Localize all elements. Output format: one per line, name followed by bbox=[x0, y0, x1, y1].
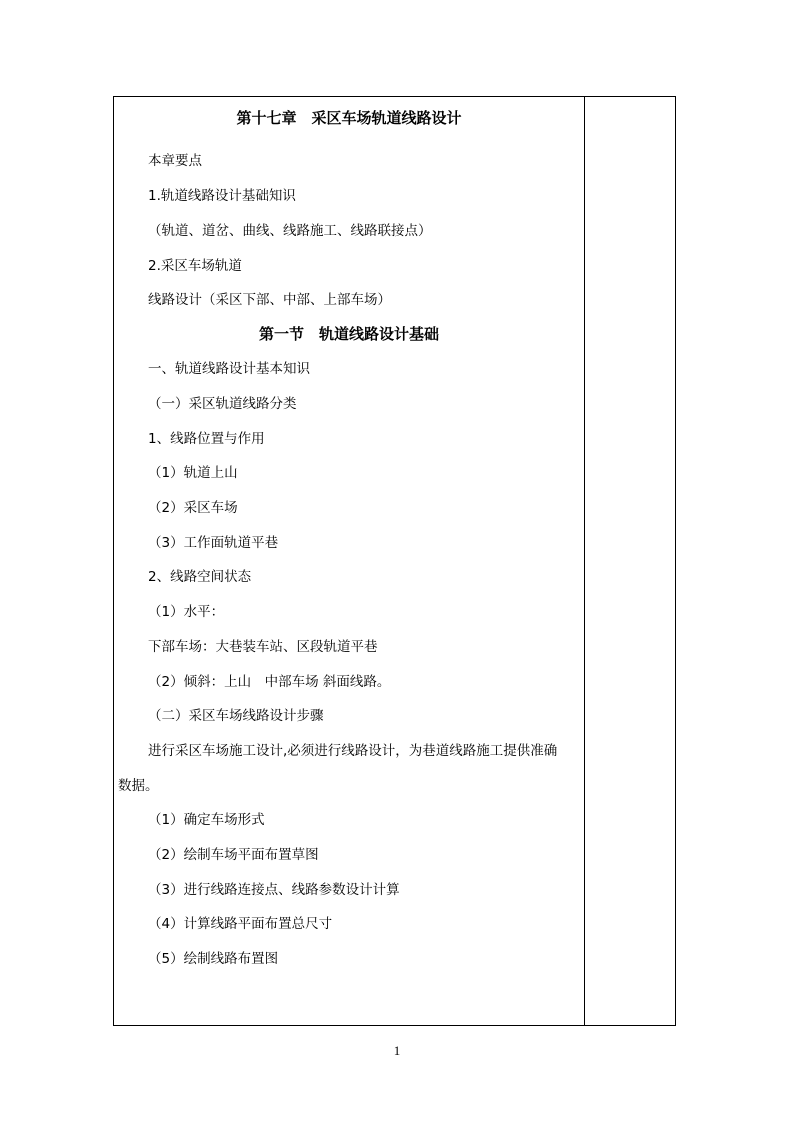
step-item: （1）确定车场形式 bbox=[148, 812, 265, 828]
body-line: 1、线路位置与作用 bbox=[148, 431, 265, 447]
body-line: 2、线路空间状态 bbox=[148, 569, 252, 585]
paragraph-line: 数据。 bbox=[118, 778, 159, 794]
body-line: （1）轨道上山 bbox=[148, 465, 238, 481]
column-divider bbox=[584, 97, 585, 1025]
body-line: 一、轨道线路设计基本知识 bbox=[148, 361, 310, 377]
body-line: 下部车场：大巷装车站、区段轨道平巷 bbox=[148, 639, 378, 655]
step-item: （4）计算线路平面布置总尺寸 bbox=[148, 916, 333, 932]
key-point-item: 1.轨道线路设计基础知识 bbox=[148, 188, 296, 204]
body-line: （2）倾斜：上山 中部车场 斜面线路。 bbox=[148, 674, 391, 690]
paragraph-line: 进行采区车场施工设计,必须进行线路设计，为巷道线路施工提供准确 bbox=[148, 743, 558, 759]
content-cell bbox=[114, 97, 584, 1025]
key-points-heading: 本章要点 bbox=[148, 153, 202, 169]
section-title: 第一节 轨道线路设计基础 bbox=[258, 325, 439, 343]
step-item: （5）绘制线路布置图 bbox=[148, 951, 279, 967]
body-line: （3）工作面轨道平巷 bbox=[148, 535, 279, 551]
body-line: （2）采区车场 bbox=[148, 500, 238, 516]
document-table-frame bbox=[113, 96, 676, 1026]
body-line: （一）采区轨道线路分类 bbox=[148, 396, 297, 412]
page-number: 1 bbox=[393, 1043, 401, 1058]
key-point-item: 线路设计（采区下部、中部、上部车场） bbox=[148, 292, 391, 308]
step-item: （3）进行线路连接点、线路参数设计计算 bbox=[148, 882, 400, 898]
body-line: （二）采区车场线路设计步骤 bbox=[148, 708, 324, 724]
step-item: （2）绘制车场平面布置草图 bbox=[148, 847, 319, 863]
key-point-item: 2.采区车场轨道 bbox=[148, 258, 242, 274]
body-line: （1）水平： bbox=[148, 604, 225, 620]
key-point-item: （轨道、道岔、曲线、线路施工、线路联接点） bbox=[148, 223, 432, 239]
chapter-title: 第十七章 采区车场轨道线路设计 bbox=[236, 109, 462, 127]
